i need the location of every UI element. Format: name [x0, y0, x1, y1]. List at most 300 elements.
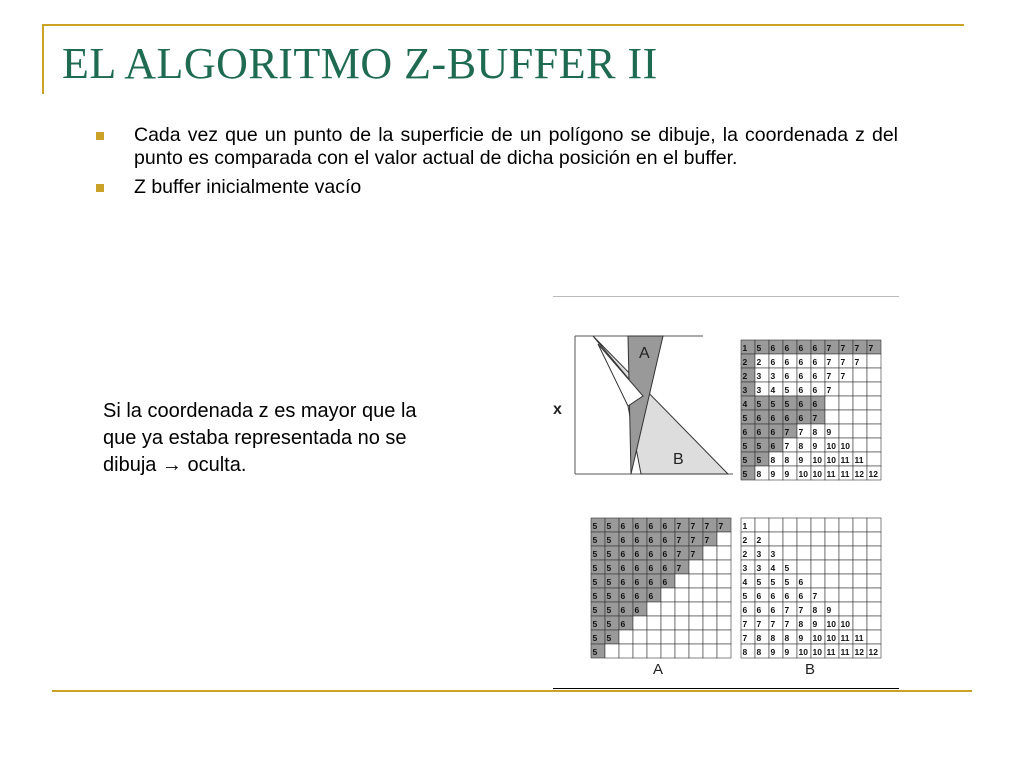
grid-value: 3	[756, 385, 762, 395]
triangle-illustration	[553, 336, 733, 474]
axis-symbol: x	[553, 401, 562, 418]
grid-cell	[675, 644, 689, 658]
grid-value: 5	[606, 549, 612, 559]
grid-cell	[783, 518, 797, 532]
grid-value: 6	[770, 591, 776, 601]
grid-value: 5	[606, 633, 612, 643]
grid-value: 10	[798, 469, 808, 479]
grid-value: 6	[742, 605, 748, 615]
grid-value: 3	[770, 371, 776, 381]
grid-cell	[689, 588, 703, 602]
grid-cell	[717, 630, 731, 644]
square-bullet-icon	[96, 132, 104, 140]
grid-value: 7	[756, 619, 762, 629]
grid-cell	[811, 532, 825, 546]
grid-cell	[811, 560, 825, 574]
grid-cell	[867, 424, 881, 438]
grid-value: 7	[676, 521, 682, 531]
grid-value: 6	[648, 577, 654, 587]
grid-cell	[867, 532, 881, 546]
grid-value: 6	[784, 343, 790, 353]
grid-cell	[647, 630, 661, 644]
grid-value: 6	[798, 385, 804, 395]
grid-value: 8	[756, 647, 762, 657]
grid-cell	[675, 574, 689, 588]
grid-value: 6	[634, 535, 640, 545]
grid-cell	[867, 410, 881, 424]
grid-value: 12	[868, 469, 878, 479]
grid-value: 8	[770, 633, 776, 643]
grid-value: 8	[812, 427, 818, 437]
grid-value: 5	[756, 343, 762, 353]
grid-value: 11	[826, 647, 836, 657]
grid-value: 6	[662, 535, 668, 545]
grid-value: 6	[784, 357, 790, 367]
grid-value: 7	[742, 633, 748, 643]
grid-value: 6	[798, 399, 804, 409]
grid-value: 7	[826, 385, 832, 395]
grid-cell	[689, 644, 703, 658]
grid-value: 5	[592, 591, 598, 601]
grid-value: 8	[756, 469, 762, 479]
grid-value: 6	[756, 413, 762, 423]
grid-cell	[839, 410, 853, 424]
grid-value: 10	[812, 455, 822, 465]
grid-cell	[853, 410, 867, 424]
grid-value: 6	[812, 399, 818, 409]
grid-value: 5	[756, 577, 762, 587]
grid-value: 5	[606, 619, 612, 629]
grid-value: 5	[592, 563, 598, 573]
grid-value: 4	[742, 399, 748, 409]
grid-value: 2	[756, 357, 762, 367]
grid-cell	[853, 546, 867, 560]
grid-value: 7	[690, 549, 696, 559]
grid-value: 7	[798, 605, 804, 615]
grid-cell	[853, 518, 867, 532]
slide-title: EL ALGORITMO Z-BUFFER II	[62, 39, 658, 88]
grid-value: 7	[840, 371, 846, 381]
grid-value: 5	[606, 563, 612, 573]
grid-value: 5	[756, 441, 762, 451]
grid-value: 3	[770, 549, 776, 559]
grid-value: 12	[854, 469, 864, 479]
grid-value: 9	[798, 633, 804, 643]
left-rule	[42, 24, 44, 94]
grid-value: 5	[742, 441, 748, 451]
grid-cell	[853, 382, 867, 396]
grid-value: 3	[756, 549, 762, 559]
grid-cell	[661, 588, 675, 602]
grid-cell	[853, 424, 867, 438]
grid-value: 8	[784, 633, 790, 643]
grid-value: 7	[690, 535, 696, 545]
grid-cell	[839, 546, 853, 560]
grid-value: 8	[812, 605, 818, 615]
grid-value: 6	[634, 521, 640, 531]
grid-cell	[867, 588, 881, 602]
grid-cell	[797, 518, 811, 532]
square-bullet-icon	[96, 184, 104, 192]
grid-cell	[867, 438, 881, 452]
zbuffer-diagram	[553, 296, 899, 688]
grid-cell	[825, 588, 839, 602]
grid-cell	[703, 560, 717, 574]
grid-value: 6	[648, 563, 654, 573]
grid-cell	[769, 518, 783, 532]
grid-cell	[853, 588, 867, 602]
grid-value: 2	[756, 535, 762, 545]
grid-value: 5	[606, 521, 612, 531]
grid-value: 12	[854, 647, 864, 657]
bullet-item	[96, 176, 898, 199]
grid-value: 6	[648, 535, 654, 545]
grid-cell	[717, 602, 731, 616]
grid-value: 6	[770, 427, 776, 437]
bullet-text: Cada vez que un punto de la superficie de un polígono se dibuje, la coordenada z del punto es comparada con el valor actual de dicha posición en el buffer.	[134, 124, 898, 169]
grid-value: 6	[620, 549, 626, 559]
grid-value: 11	[840, 647, 850, 657]
grid-value: 5	[784, 399, 790, 409]
grid-cell	[839, 382, 853, 396]
grid-cell	[769, 532, 783, 546]
grid-cell	[811, 546, 825, 560]
grid-value: 7	[812, 413, 818, 423]
grid-cell	[853, 532, 867, 546]
grid-cell	[633, 616, 647, 630]
grid-value: 6	[784, 413, 790, 423]
grid-value: 6	[770, 605, 776, 615]
grid-value: 6	[784, 371, 790, 381]
grid-cell	[619, 630, 633, 644]
grid-value: 5	[592, 647, 598, 657]
grid-value: 6	[770, 441, 776, 451]
grid-value: 6	[742, 427, 748, 437]
grid-value: 2	[742, 357, 748, 367]
grid-cell	[783, 532, 797, 546]
grid-value: 6	[620, 619, 626, 629]
grid-value: 7	[868, 343, 874, 353]
grid-cell	[703, 588, 717, 602]
grid-cell	[783, 546, 797, 560]
grid-value: 10	[840, 441, 850, 451]
grid-value: 6	[662, 549, 668, 559]
grid-cell	[689, 602, 703, 616]
grid-cell	[703, 630, 717, 644]
grid-cell	[633, 644, 647, 658]
grid-cell	[867, 452, 881, 466]
polygon-b	[593, 336, 728, 474]
grid-value: 6	[756, 427, 762, 437]
triangle-label-a: A	[639, 345, 650, 362]
grid-value: 6	[756, 605, 762, 615]
grid-cell	[797, 546, 811, 560]
bottom-rule	[52, 690, 972, 692]
grid-value: 6	[770, 413, 776, 423]
grid-value: 4	[770, 563, 776, 573]
grid-value: 6	[798, 591, 804, 601]
grid-value: 12	[868, 647, 878, 657]
grid-value: 5	[784, 577, 790, 587]
grid-value: 6	[798, 343, 804, 353]
grid-value: 7	[798, 427, 804, 437]
grid-value: 9	[784, 469, 790, 479]
grid-value: 5	[770, 399, 776, 409]
grid-cell	[853, 396, 867, 410]
grid-cell	[839, 560, 853, 574]
grid-value: 7	[676, 549, 682, 559]
grid-value: 6	[662, 577, 668, 587]
grid-value: 7	[676, 535, 682, 545]
grid-label-a: A	[653, 661, 664, 678]
grid-cell	[797, 560, 811, 574]
grid-value: 6	[620, 521, 626, 531]
grid-cell	[825, 532, 839, 546]
grid-value: 6	[798, 413, 804, 423]
grid-value: 10	[826, 455, 836, 465]
grid-cell	[867, 630, 881, 644]
grid-value: 5	[756, 455, 762, 465]
grid-value: 6	[634, 549, 640, 559]
grid-cell	[867, 354, 881, 368]
grid-value: 7	[704, 535, 710, 545]
grid-cell	[867, 546, 881, 560]
grid-cell	[839, 532, 853, 546]
grid-value: 11	[840, 455, 850, 465]
grid-value: 9	[770, 647, 776, 657]
grid-cell	[853, 602, 867, 616]
grid-value: 1	[742, 521, 748, 531]
grid-value: 10	[826, 633, 836, 643]
grid-cell	[675, 616, 689, 630]
grid-value: 10	[840, 619, 850, 629]
grid-value: 6	[812, 357, 818, 367]
grid-value: 6	[620, 605, 626, 615]
grid-cell	[839, 518, 853, 532]
grid-value: 7	[812, 591, 818, 601]
grid-value: 5	[592, 633, 598, 643]
grid-cell	[839, 574, 853, 588]
grid-value: 5	[742, 469, 748, 479]
grid-cell	[853, 616, 867, 630]
grid-cell	[825, 574, 839, 588]
grid-cell	[867, 396, 881, 410]
grid-cell	[689, 616, 703, 630]
grid-cell	[867, 382, 881, 396]
grid-cell	[825, 410, 839, 424]
grid-value: 10	[812, 647, 822, 657]
grid-cell	[755, 518, 769, 532]
grid-cell	[853, 560, 867, 574]
grid-value: 7	[770, 619, 776, 629]
side-note: Si la coordenada z es mayor que la que ya estaba representada no se dibuja → oculta.	[103, 400, 417, 476]
grid-b	[741, 518, 881, 658]
grid-value: 11	[826, 469, 836, 479]
grid-value: 6	[648, 591, 654, 601]
grid-value: 8	[784, 455, 790, 465]
grid-cell	[689, 574, 703, 588]
grid-value: 10	[798, 647, 808, 657]
grid-cell	[717, 644, 731, 658]
grid-cell	[825, 546, 839, 560]
grid-cell	[661, 616, 675, 630]
grid-value: 6	[648, 549, 654, 559]
grid-value: 9	[784, 647, 790, 657]
grid-cell	[839, 424, 853, 438]
grid-value: 9	[770, 469, 776, 479]
grid-label-b: B	[805, 661, 816, 678]
grid-value: 6	[756, 591, 762, 601]
grid-value: 5	[606, 605, 612, 615]
grid-value: 8	[756, 633, 762, 643]
grid-cell	[825, 560, 839, 574]
grid-value: 7	[690, 521, 696, 531]
grid-value: 6	[620, 563, 626, 573]
grid-value: 1	[742, 343, 748, 353]
grid-value: 6	[648, 521, 654, 531]
grid-cell	[675, 602, 689, 616]
grid-cell	[689, 560, 703, 574]
grid-value: 7	[840, 343, 846, 353]
grid-value: 5	[592, 619, 598, 629]
grid-cell	[661, 630, 675, 644]
grid-cell	[867, 602, 881, 616]
grid-value: 10	[812, 469, 822, 479]
grid-cell	[839, 602, 853, 616]
grid-value: 6	[812, 371, 818, 381]
grid-value: 7	[784, 427, 790, 437]
triangle-label-b: B	[673, 451, 684, 468]
zbuffer-figure	[553, 296, 899, 690]
grid-value: 6	[812, 343, 818, 353]
grid-value: 6	[784, 591, 790, 601]
grid-value: 7	[742, 619, 748, 629]
grid-cell	[825, 518, 839, 532]
grid-value: 11	[854, 455, 864, 465]
grid-value: 5	[606, 577, 612, 587]
grid-value: 2	[742, 535, 748, 545]
grid-value: 6	[798, 371, 804, 381]
grid-value: 10	[826, 619, 836, 629]
grid-value: 9	[826, 605, 832, 615]
bullet-text: Z buffer inicialmente vacío	[134, 176, 362, 198]
grid-value: 8	[798, 619, 804, 629]
grid-cell	[853, 574, 867, 588]
grid-cell	[867, 518, 881, 532]
grid-cell	[647, 602, 661, 616]
grid-cell	[717, 560, 731, 574]
grid-cell	[703, 602, 717, 616]
grid-value: 5	[606, 535, 612, 545]
grid-value: 6	[798, 357, 804, 367]
bullet-item	[96, 124, 898, 170]
grid-value: 11	[840, 469, 850, 479]
grid-value: 9	[798, 455, 804, 465]
grid-value: 6	[770, 343, 776, 353]
top-rule	[42, 24, 964, 26]
grid-value: 5	[592, 605, 598, 615]
grid-value: 5	[784, 385, 790, 395]
grid-cell	[797, 532, 811, 546]
grid-value: 3	[742, 563, 748, 573]
grid-value: 7	[826, 343, 832, 353]
grid-cell	[839, 396, 853, 410]
grid-value: 9	[812, 619, 818, 629]
grid-cell	[853, 368, 867, 382]
grid-cell	[867, 616, 881, 630]
grid-value: 5	[592, 535, 598, 545]
grid-value: 6	[620, 591, 626, 601]
grid-value: 6	[620, 535, 626, 545]
grid-cell	[689, 630, 703, 644]
grid-value: 5	[742, 455, 748, 465]
grid-value: 5	[742, 591, 748, 601]
grid-cell	[717, 546, 731, 560]
grid-cell	[703, 616, 717, 630]
grid-value: 4	[742, 577, 748, 587]
grid-value: 7	[826, 371, 832, 381]
grid-cell	[703, 644, 717, 658]
grid-value: 6	[634, 577, 640, 587]
grid-value: 11	[840, 633, 850, 643]
grid-combined	[741, 340, 881, 480]
grid-cell	[867, 574, 881, 588]
grid-cell	[661, 644, 675, 658]
grid-cell	[811, 574, 825, 588]
grid-value: 6	[634, 591, 640, 601]
grid-value: 7	[854, 343, 860, 353]
grid-value: 5	[756, 399, 762, 409]
grid-value: 3	[756, 563, 762, 573]
grid-value: 6	[798, 577, 804, 587]
grid-value: 7	[718, 521, 724, 531]
grid-value: 7	[784, 619, 790, 629]
grid-cell	[867, 368, 881, 382]
grid-value: 3	[742, 385, 748, 395]
grid-value: 5	[592, 577, 598, 587]
grid-cell	[633, 630, 647, 644]
grid-cell	[717, 588, 731, 602]
grid-cell	[717, 574, 731, 588]
grid-cell	[825, 396, 839, 410]
grid-a	[591, 518, 731, 658]
grid-cell	[703, 574, 717, 588]
grid-value: 6	[634, 605, 640, 615]
grid-value: 5	[770, 577, 776, 587]
grid-cell	[619, 644, 633, 658]
grid-value: 5	[592, 521, 598, 531]
grid-value: 8	[798, 441, 804, 451]
grid-cell	[717, 616, 731, 630]
grid-value: 2	[742, 371, 748, 381]
grid-value: 6	[662, 563, 668, 573]
grid-value: 6	[620, 577, 626, 587]
bullet-list	[96, 124, 898, 205]
grid-value: 9	[812, 441, 818, 451]
grid-value: 8	[742, 647, 748, 657]
grid-value: 6	[662, 521, 668, 531]
grid-value: 7	[676, 563, 682, 573]
grid-value: 10	[812, 633, 822, 643]
grid-cell	[853, 438, 867, 452]
grid-cell	[675, 588, 689, 602]
grid-cell	[839, 588, 853, 602]
grid-cell	[647, 644, 661, 658]
grid-value: 3	[756, 371, 762, 381]
grid-value: 5	[784, 563, 790, 573]
grid-value: 7	[704, 521, 710, 531]
grid-cell	[703, 546, 717, 560]
